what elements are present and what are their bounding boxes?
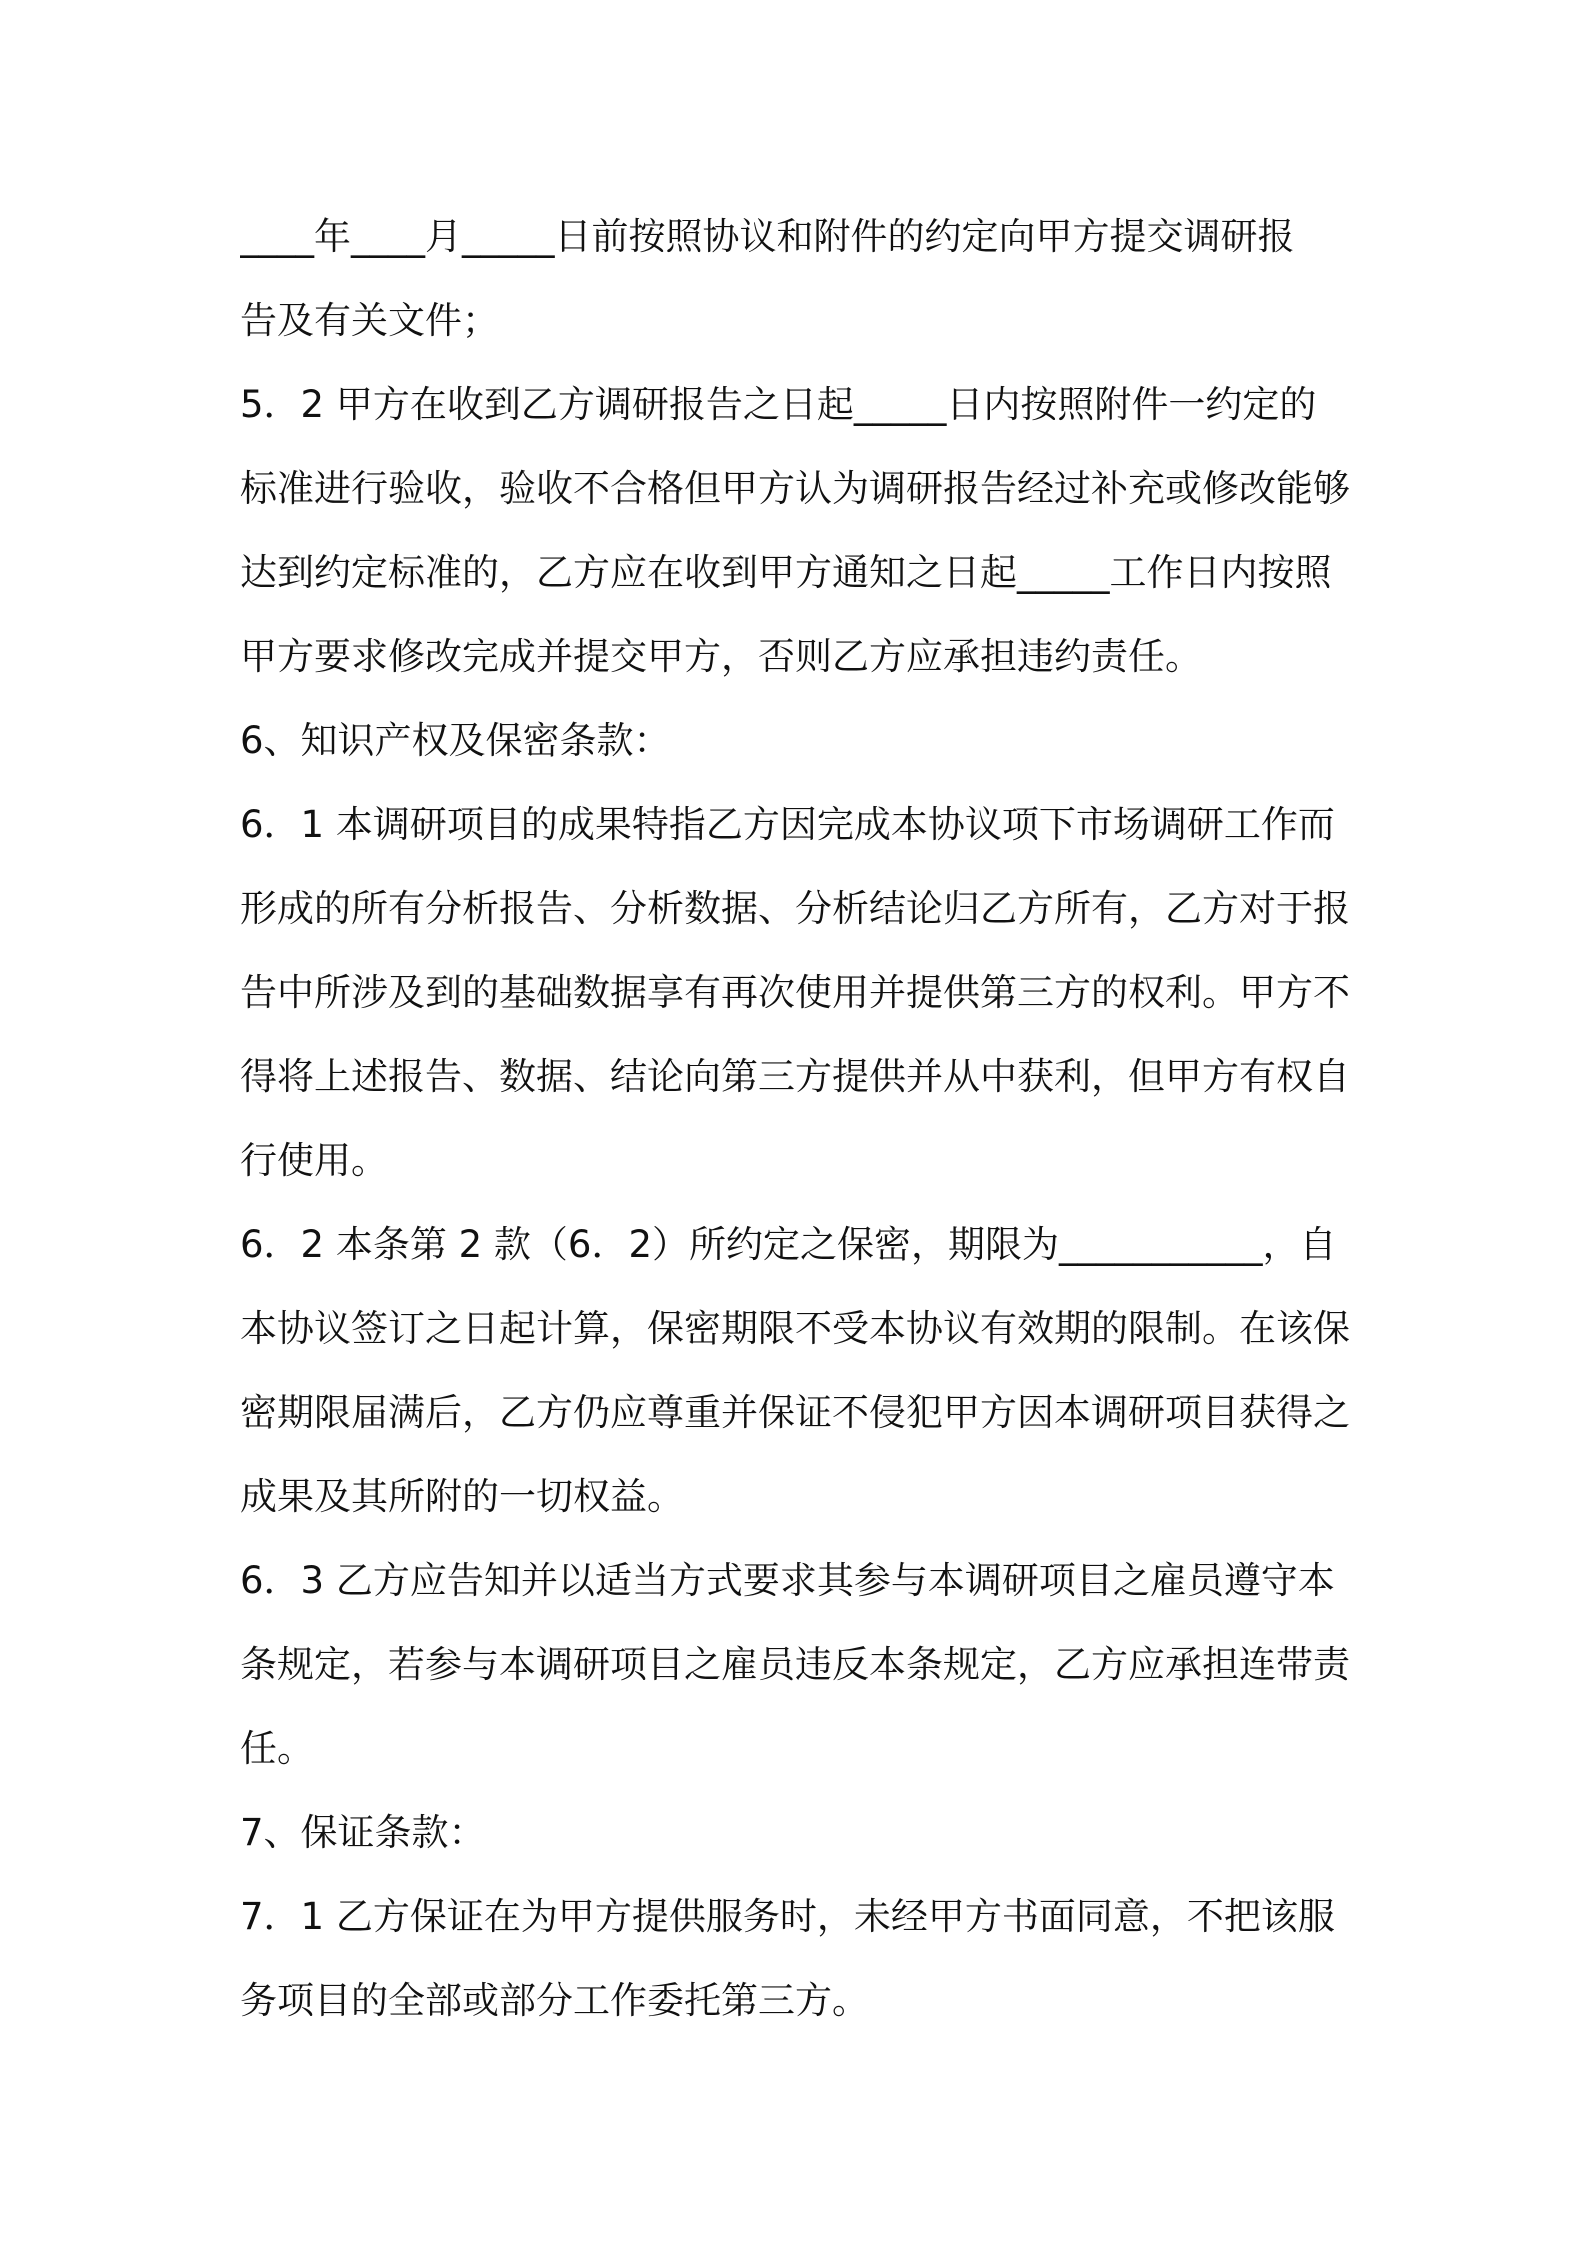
text-line: 务项目的全部或部分工作委托第三方。 bbox=[240, 1979, 869, 2022]
text-line: 达到约定标准的，乙方应在收到甲方通知之日起_____工作日内按照 bbox=[240, 551, 1332, 594]
text-line: 本协议签订之日起计算，保密期限不受本协议有效期的限制。在该保 bbox=[240, 1307, 1350, 1350]
text-line: 密期限届满后，乙方仍应尊重并保证不侵犯甲方因本调研项目获得之 bbox=[240, 1391, 1350, 1434]
document-body bbox=[240, 195, 1360, 2043]
text-line: 行使用。 bbox=[240, 1139, 388, 1182]
text-line: 得将上述报告、数据、结论向第三方提供并从中获利，但甲方有权自 bbox=[240, 1055, 1350, 1098]
text-line: ____年____月_____日前按照协议和附件的约定向甲方提交调研报 bbox=[240, 215, 1295, 258]
section-heading-7: 7、保证条款： bbox=[240, 1811, 486, 1854]
text-line: 任。 bbox=[240, 1727, 314, 1770]
text-line: 告及有关文件； bbox=[240, 299, 499, 342]
section-heading-6: 6、知识产权及保密条款： bbox=[240, 719, 671, 762]
text-line: 成果及其所附的一切权益。 bbox=[240, 1475, 684, 1518]
clause-7-1: 7．1 乙方保证在为甲方提供服务时，未经甲方书面同意，不把该服 bbox=[240, 1895, 1335, 1938]
clause-6-2: 6．2 本条第 2 款（6．2）所约定之保密，期限为___________，自 bbox=[240, 1223, 1337, 1266]
clause-6-3: 6．3 乙方应告知并以适当方式要求其参与本调研项目之雇员遵守本 bbox=[240, 1559, 1335, 1602]
text-line: 标准进行验收，验收不合格但甲方认为调研报告经过补充或修改能够 bbox=[240, 467, 1350, 510]
text-line: 形成的所有分析报告、分析数据、分析结论归乙方所有，乙方对于报 bbox=[240, 887, 1350, 930]
text-line: 条规定，若参与本调研项目之雇员违反本条规定，乙方应承担连带责 bbox=[240, 1643, 1350, 1686]
text-line: 告中所涉及到的基础数据享有再次使用并提供第三方的权利。甲方不 bbox=[240, 971, 1350, 1014]
text-line: 甲方要求修改完成并提交甲方，否则乙方应承担违约责任。 bbox=[240, 635, 1202, 678]
clause-5-2: 5．2 甲方在收到乙方调研报告之日起_____日内按照附件一约定的 bbox=[240, 383, 1317, 426]
clause-6-1: 6．1 本调研项目的成果特指乙方因完成本协议项下市场调研工作而 bbox=[240, 803, 1335, 846]
